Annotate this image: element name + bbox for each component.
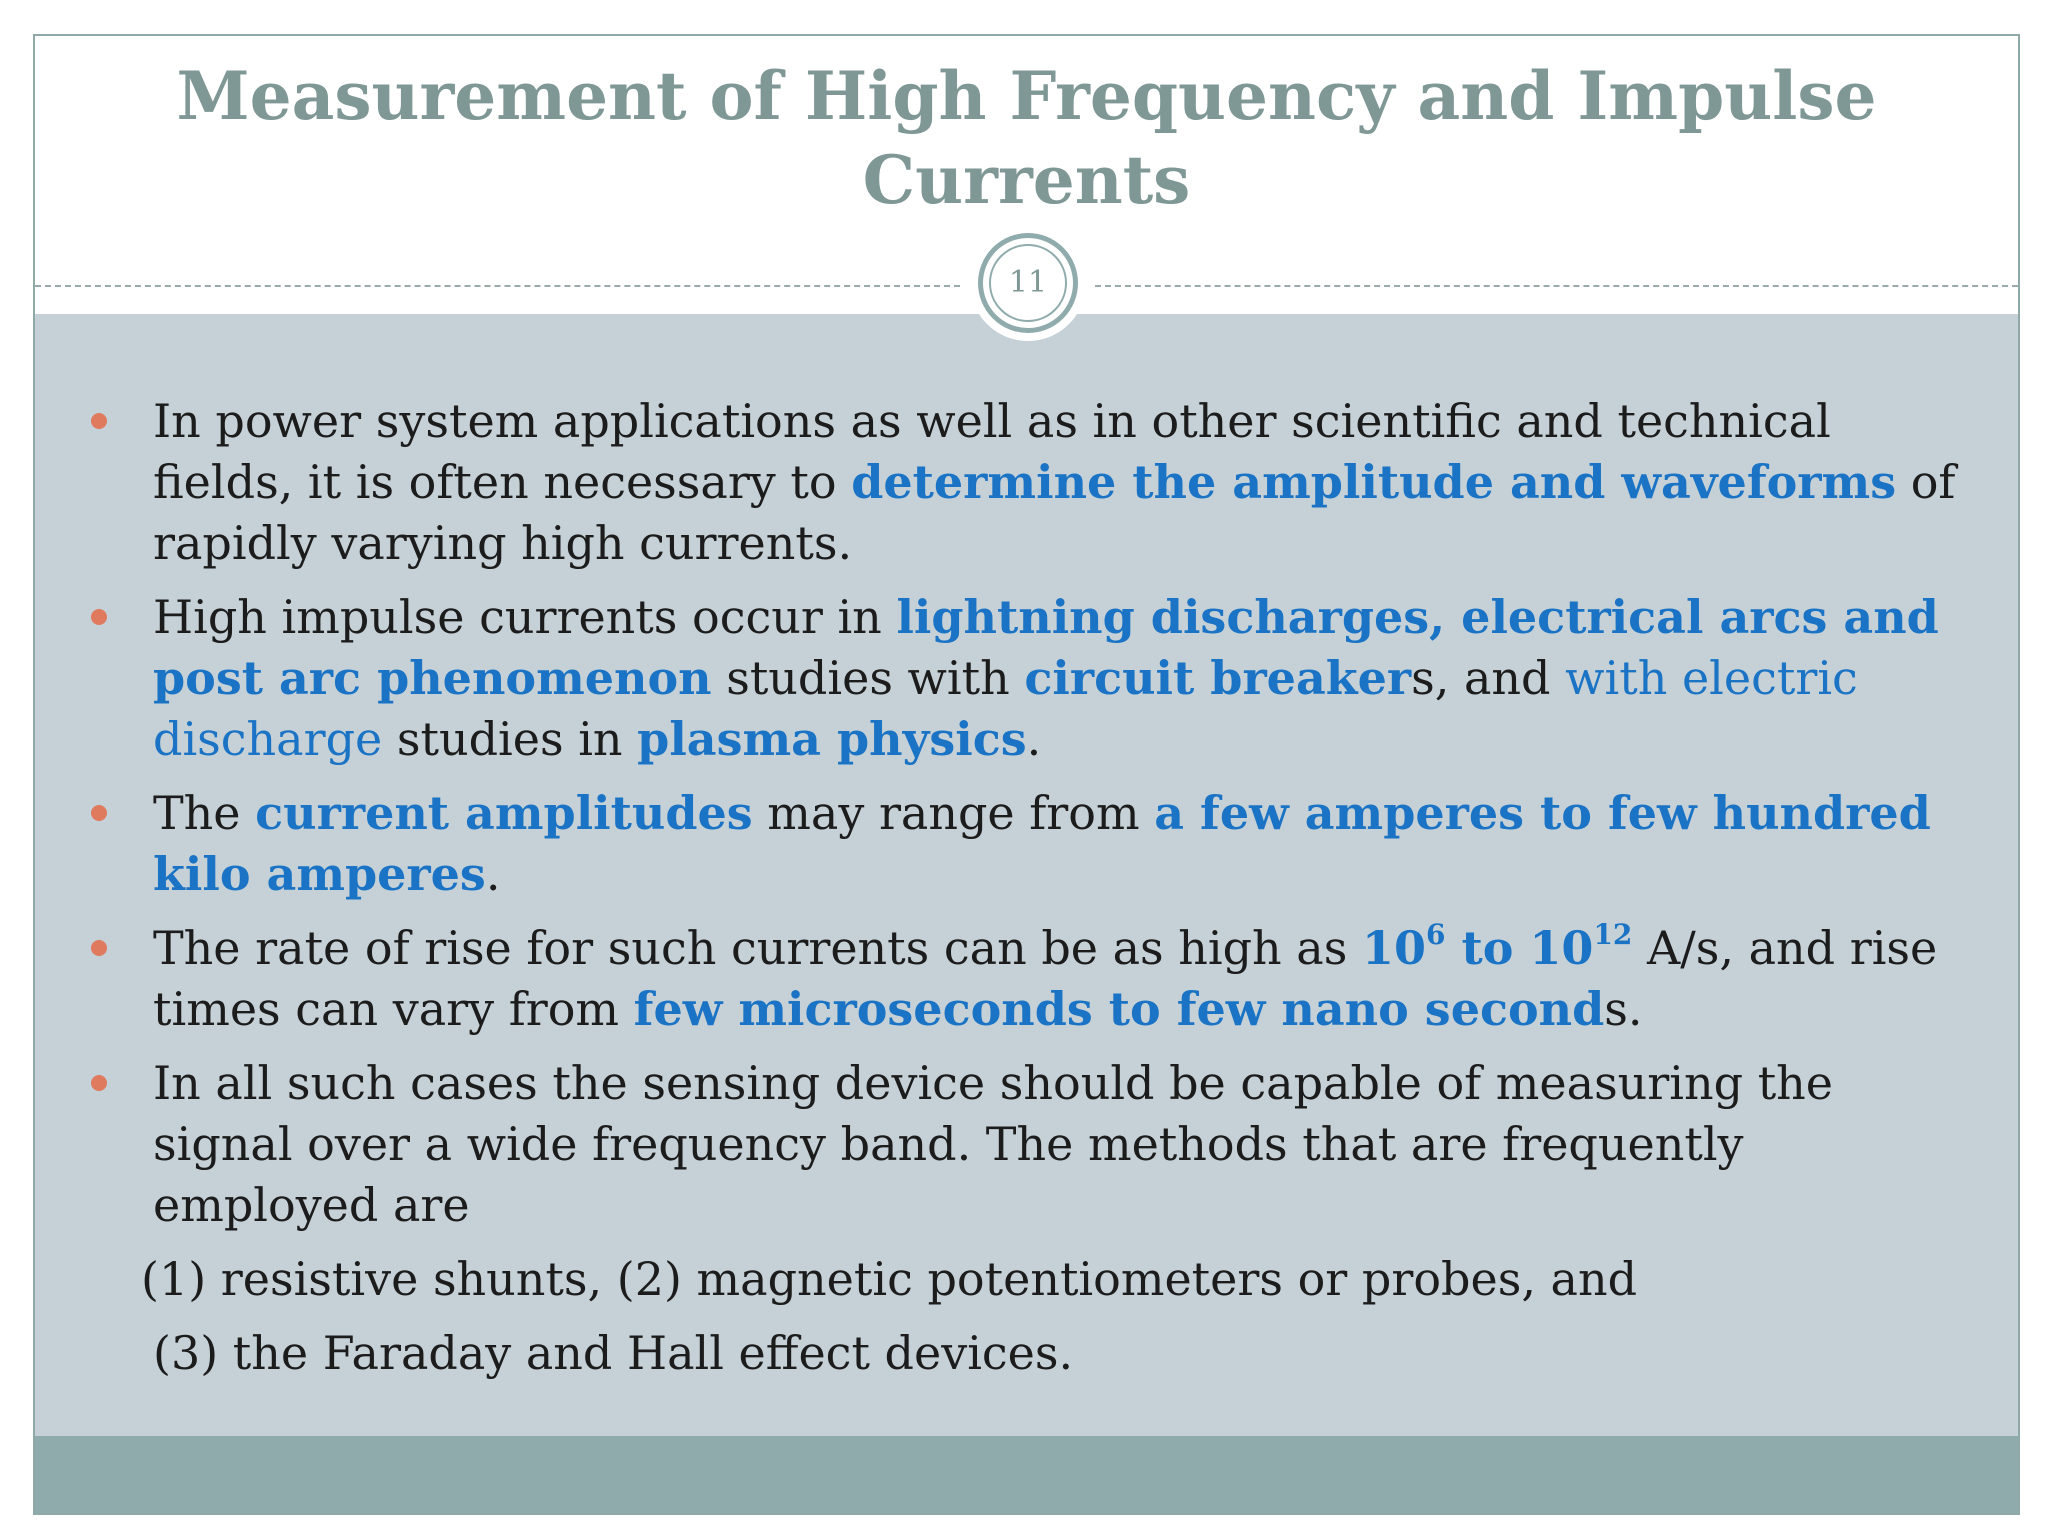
bullet-item-5: In all such cases the sensing device should be capable of measuring the signal over a wide frequency band. The methods that are frequently employed are <box>35 1053 2018 1236</box>
slide-title: Measurement of High Frequency and Impulse Currents <box>176 57 1877 219</box>
slide <box>33 34 2020 1515</box>
methods-line-1: (1) resistive shunts, (2) magnetic potentiometers or probes, and <box>141 1252 1638 1306</box>
bullet-dot-icon <box>91 609 107 625</box>
bullet-dot-icon <box>91 413 107 429</box>
bullet-item-1: In power system applications as well as in other scientific and technical fields, it is often necessary to determine the amplitude and waveforms of rapidly varying high currents. <box>35 391 2018 574</box>
page-number: 11 <box>989 244 1067 322</box>
page-number-badge <box>970 225 1086 341</box>
bullet-item-2: High impulse currents occur in lightning discharges, electrical arcs and post arc phenomenon studies with circuit breakers, and with electric discharge studies in plasma physics. <box>35 587 2018 770</box>
bullet-item-3: The current amplitudes may range from a few amperes to few hundred kilo amperes. <box>35 783 2018 905</box>
footer-bar <box>35 1436 2018 1515</box>
header-divider-right <box>1095 285 2018 287</box>
methods-line-2: (3) the Faraday and Hall effect devices. <box>153 1326 1074 1380</box>
bullet-item-4: The rate of rise for such currents can be as high as $10^6$ to $10^{12}$ A/s, and rise times can vary from few microseconds to few nano seconds. <box>35 918 2018 1040</box>
bullet-dot-icon <box>91 1075 107 1091</box>
bullet-dot-icon <box>91 940 107 956</box>
bullet-dot-icon <box>91 805 107 821</box>
header-divider-left <box>35 285 960 287</box>
bullet-list <box>35 391 2018 1397</box>
